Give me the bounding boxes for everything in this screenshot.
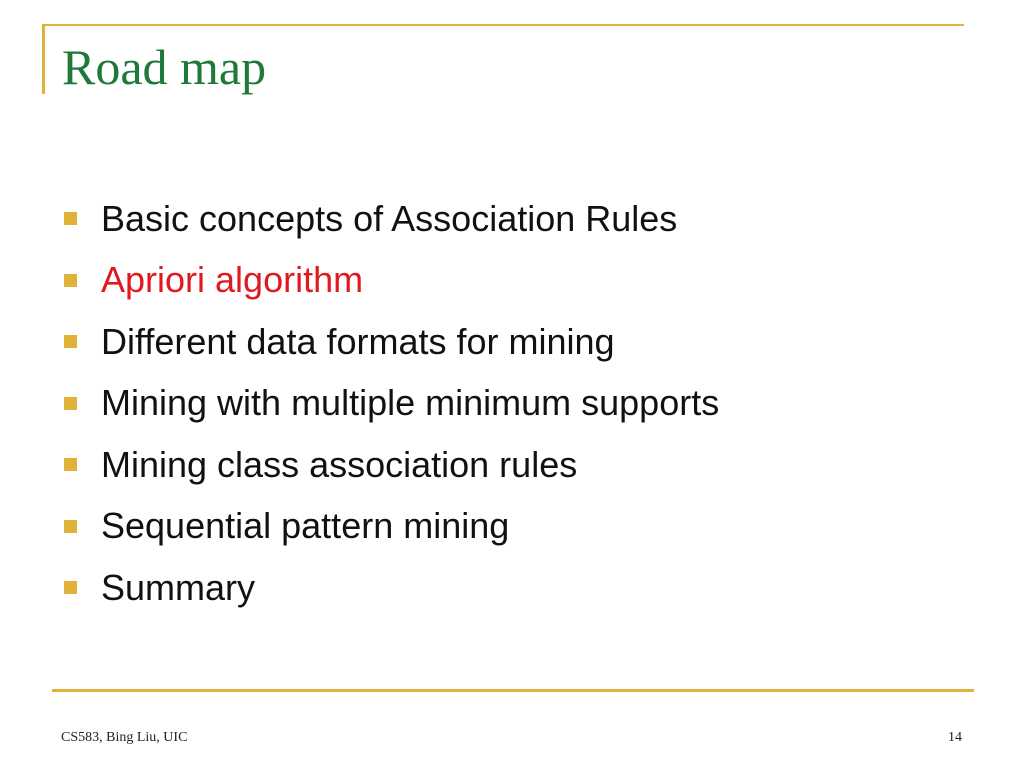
square-bullet-icon: [64, 274, 77, 287]
list-item: [64, 434, 719, 496]
square-bullet-icon: [64, 335, 77, 348]
bullet-text: Sequential pattern mining: [101, 505, 510, 547]
square-bullet-icon: [64, 397, 77, 410]
footer-rule: [52, 689, 974, 692]
square-bullet-icon: [64, 581, 77, 594]
square-bullet-icon: [64, 458, 77, 471]
list-item: [64, 188, 719, 250]
list-item: [64, 311, 719, 373]
footer-credit: CS583, Bing Liu, UIC: [61, 730, 188, 745]
list-item: [64, 250, 719, 312]
page-number: 14: [948, 730, 962, 745]
square-bullet-icon: [64, 520, 77, 533]
bullet-text: Mining class association rules: [101, 443, 578, 485]
top-frame-rule: [42, 24, 964, 26]
bullet-text: Different data formats for mining: [101, 320, 615, 362]
bullet-text: Basic concepts of Association Rules: [101, 197, 678, 239]
bullet-text: Mining with multiple minimum supports: [101, 382, 720, 424]
bullet-text: Summary: [101, 566, 256, 608]
list-item: [64, 373, 719, 435]
bullet-list: [64, 188, 719, 619]
square-bullet-icon: [64, 212, 77, 225]
left-frame-rule: [42, 24, 45, 94]
bullet-text-highlighted: Apriori algorithm: [101, 259, 364, 301]
list-item: [64, 557, 719, 619]
slide-title: Road map: [62, 39, 267, 95]
list-item: [64, 496, 719, 558]
